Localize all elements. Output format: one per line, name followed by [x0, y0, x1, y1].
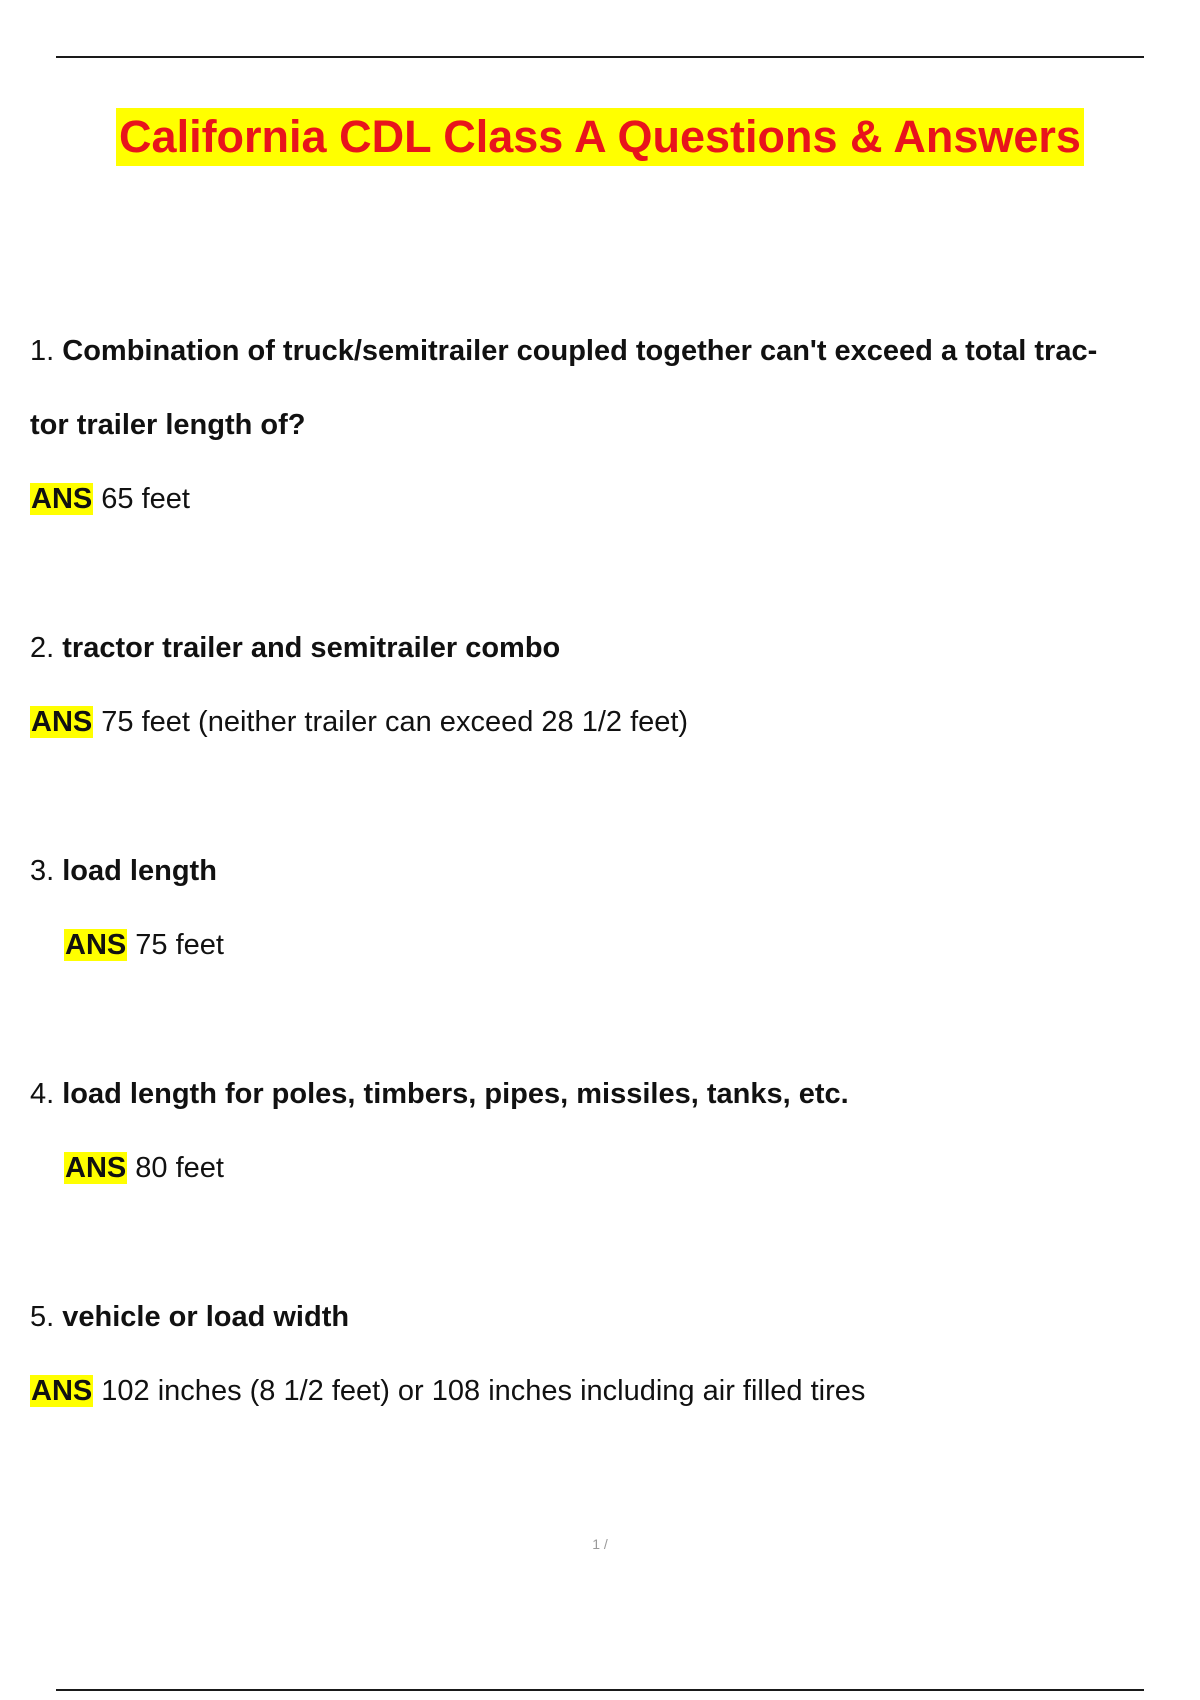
answer-5: [30, 1373, 865, 1409]
question-1-number: 1.: [30, 335, 55, 367]
question-4-number: 4.: [30, 1078, 55, 1110]
question-2-text: tractor trailer and semitrailer combo: [62, 632, 561, 664]
question-2: [30, 630, 560, 666]
answer-2: [30, 704, 688, 740]
document-title: California CDL Class A Questions & Answers: [116, 108, 1084, 166]
answer-1-text: 65 feet: [101, 483, 190, 515]
question-1-text: Combination of truck/semitrailer coupled together can't exceed a total trac-: [62, 335, 1098, 367]
question-5-number: 5.: [30, 1301, 55, 1333]
question-3: [30, 853, 217, 889]
answer-5-text: 102 inches (8 1/2 feet) or 108 inches including air filled tires: [101, 1375, 866, 1407]
answer-2-tag: ANS: [31, 706, 93, 738]
title-container: [0, 108, 1200, 166]
question-1-continued: [30, 407, 306, 443]
answer-4: [64, 1150, 224, 1186]
bottom-rule: [56, 1689, 1144, 1691]
question-5: [30, 1299, 349, 1335]
answer-5-tag: ANS: [31, 1375, 93, 1407]
question-3-number: 3.: [30, 855, 55, 887]
question-2-number: 2.: [30, 632, 55, 664]
answer-2-text: 75 feet (neither trailer can exceed 28 1/2 feet): [101, 706, 689, 738]
answer-1-tag: ANS: [31, 483, 93, 515]
question-1-text-line2: tor trailer length of?: [30, 409, 306, 441]
question-1: [30, 333, 1097, 369]
answer-3-tag: ANS: [65, 929, 127, 961]
top-rule: [56, 56, 1144, 58]
answer-1: [30, 481, 190, 517]
page-number: 1 /: [592, 1536, 608, 1552]
question-4: [30, 1076, 849, 1112]
answer-4-tag: ANS: [65, 1152, 127, 1184]
answer-3-text: 75 feet: [135, 929, 224, 961]
answer-3: [64, 927, 224, 963]
question-3-text: load length: [62, 855, 217, 887]
question-4-text: load length for poles, timbers, pipes, missiles, tanks, etc.: [62, 1078, 849, 1110]
question-5-text: vehicle or load width: [62, 1301, 350, 1333]
answer-4-text: 80 feet: [135, 1152, 224, 1184]
